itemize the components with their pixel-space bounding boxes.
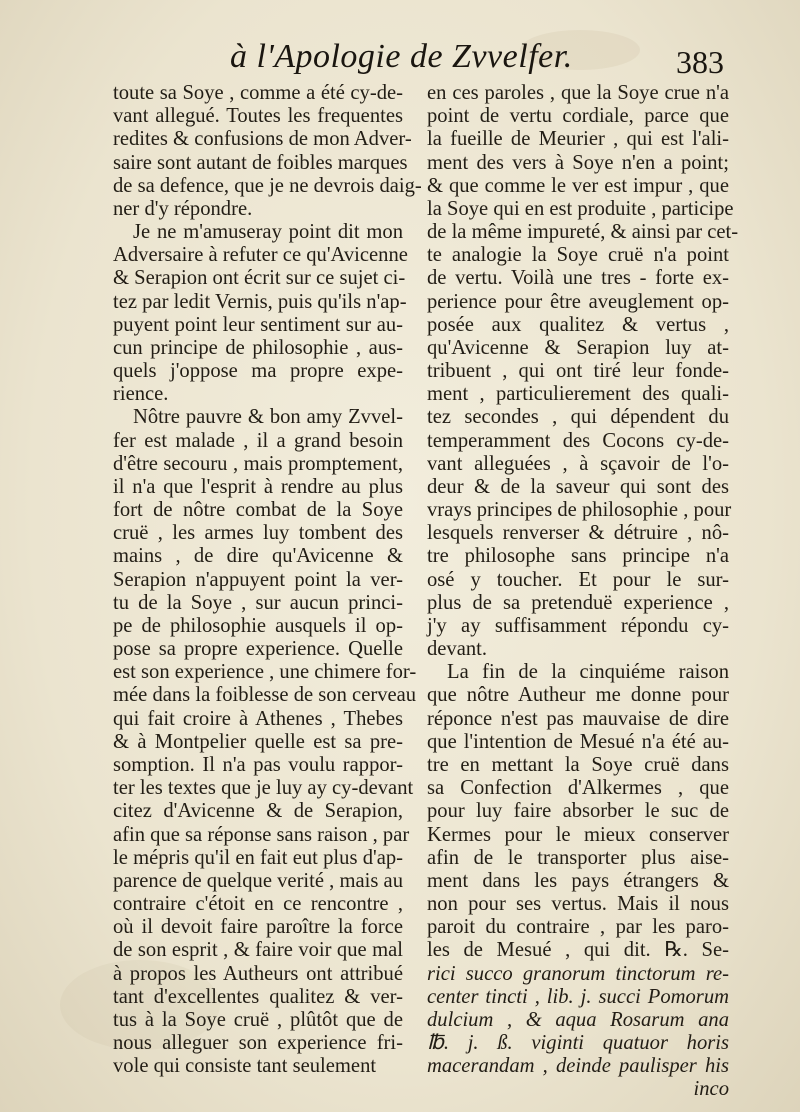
text-line: paroit du contraire , par les paro-	[427, 916, 729, 939]
text-line: nous alleguer son experience fri-	[113, 1032, 403, 1055]
text-line: deur & de la saveur qui sont des	[427, 475, 729, 498]
text-line: tez secondes , qui dépendent du	[427, 406, 729, 429]
text-line: d'être secouru , mais promptement,	[113, 452, 403, 475]
text-line: j'y ay suffisamment répondu cy-	[427, 614, 729, 637]
text-line: ter les textes que je luy ay cy-devant	[113, 777, 414, 800]
text-line: en ces paroles , que la Soye crue n'a	[427, 82, 729, 104]
text-line: il n'a que l'esprit à rendre au plus	[113, 475, 403, 498]
text-line: le mépris qu'il en fait eut plus d'ap-	[113, 846, 403, 869]
text-line: de son esprit , & faire voir que mal	[113, 939, 403, 962]
page-header	[0, 38, 800, 88]
text-line: osé y toucher. Et pour le sur-	[427, 568, 729, 591]
text-line: & Serapion ont écrit sur ce sujet ci-	[113, 267, 406, 290]
text-line: sa Confection d'Alkermes , que	[427, 777, 729, 800]
text-line: réponce n'est pas mauvaise de dire	[427, 707, 729, 730]
text-line: où il devoit faire paroître la force	[113, 916, 403, 939]
text-line: de vertu. Voilà une tres - forte ex-	[427, 267, 729, 290]
text-line: macerandam , deinde paulisper his	[427, 1055, 729, 1078]
text-line: pour luy faire absorber le suc de	[427, 800, 729, 823]
text-line: tre en mettant la Soye cruë dans	[427, 753, 729, 776]
text-line: vant allegué. Toutes les frequentes	[113, 105, 403, 128]
text-line: qui fait croire à Athenes , Thebes	[113, 707, 403, 730]
text-line: tu de la Soye , sur aucun princi-	[113, 591, 403, 614]
text-line: somption. Il n'a pas voulu rappor-	[113, 753, 403, 776]
text-line: non pour ses vertus. Mais il nous	[427, 893, 729, 916]
text-line: de sa defence, que je ne devrois daig-	[113, 174, 422, 197]
text-line: ment dans les pays étrangers &	[427, 869, 729, 892]
text-line: toute sa Soye , comme a été cy-de-	[113, 82, 403, 104]
text-line: qu'Avicenne & Serapion luy at-	[427, 336, 729, 359]
text-line: & à Montpelier quelle est sa pre-	[113, 730, 403, 753]
text-line: ℔. j. ß. viginti quatuor horis	[427, 1032, 729, 1055]
text-line: tant d'excellentes qualitez & ver-	[113, 985, 403, 1008]
text-line: de la même impureté, & ainsi par cet-	[427, 221, 739, 244]
text-line: que l'intention de Mesué n'a été au-	[427, 730, 729, 753]
running-title: à l'Apologie de Zvvelfer.	[230, 38, 573, 75]
text-line: vant alleguées , à sçavoir de l'o-	[427, 452, 729, 475]
text-line: tus à la Soye cruë , plûtôt que de	[113, 1008, 403, 1031]
text-line: Nôtre pauvre & bon amy Zvvel-	[133, 406, 403, 429]
text-line: ment des vers à Soye n'en a point;	[427, 151, 729, 174]
text-line: perience pour être aveuglement op-	[427, 290, 729, 313]
text-line: la fueille de Meurier , qui est l'ali-	[427, 128, 729, 151]
right-text-column	[427, 82, 739, 1102]
text-line: parence de quelque verité , mais au	[113, 869, 403, 892]
catchword: inco	[693, 1078, 729, 1101]
text-line: citez d'Avicenne & de Serapion,	[113, 800, 403, 823]
text-line: ner d'y répondre.	[113, 197, 253, 220]
text-line: cruë , les armes luy tombent des	[113, 522, 403, 545]
text-line: dulcium , & aqua Rosarum ana	[427, 1008, 729, 1031]
text-line: redites & confusions de mon Adver-	[113, 128, 412, 151]
text-line: vole qui consiste tant seulement	[113, 1055, 377, 1078]
text-line: fer est malade , il a grand besoin	[113, 429, 403, 452]
text-line: est son experience , une chimere for-	[113, 661, 417, 684]
text-line: tez par ledit Vernis, puis qu'ils n'ap-	[113, 290, 407, 313]
text-line: pose sa propre experience. Quelle	[113, 638, 403, 661]
text-line: tribuent , qui ont tiré leur fonde-	[427, 360, 729, 383]
text-line: point de vertu cordiale, parce que	[427, 105, 729, 128]
text-line: à propos les Autheurs ont attribué	[113, 962, 403, 985]
text-line: vrays principes de philosophie , pour	[427, 499, 732, 522]
text-line: les de Mesué , qui dit. ℞. Se-	[427, 939, 729, 962]
text-line: rici succo granorum tinctorum re-	[427, 962, 729, 985]
text-line: Serapion n'appuyent point la ver-	[113, 568, 403, 591]
text-line: pe de philosophie ausquels il op-	[113, 614, 403, 637]
text-line: & que comme le ver est impur , que	[427, 174, 729, 197]
text-line: fort de nôtre combat de la Soye	[113, 499, 403, 522]
text-line: Kermes pour le mieux conserver	[427, 823, 729, 846]
text-line: mée dans la foiblesse de son cerveau	[113, 684, 417, 707]
text-line: ment , particulierement des quali-	[427, 383, 729, 406]
text-line: que nôtre Autheur me donne pour	[427, 684, 729, 707]
text-line: La fin de la cinquiéme raison	[447, 661, 729, 684]
text-line: afin de le transporter plus aise-	[427, 846, 729, 869]
text-line: afin que sa réponse sans raison , par	[113, 823, 410, 846]
text-line: Je ne m'amuseray point dit mon	[133, 221, 403, 244]
page-number: 383	[676, 44, 724, 80]
text-line: mains , de dire qu'Avicenne &	[113, 545, 403, 568]
text-line: la Soye qui en est produite , participe	[427, 197, 734, 220]
text-line: quels j'oppose ma propre expe-	[113, 360, 403, 383]
text-line: posée aux qualitez & vertus ,	[427, 313, 729, 336]
text-line: Adversaire à refuter ce qu'Avicenne	[113, 244, 408, 267]
text-line: saire sont autant de foibles marques	[113, 151, 408, 174]
text-line: lesquels renverser & détruire , nô-	[427, 522, 729, 545]
text-line: devant.	[427, 638, 488, 661]
text-line: plus de sa pretenduë experience ,	[427, 591, 729, 614]
text-line: contraire c'étoit en ce rencontre ,	[113, 893, 403, 916]
text-line: rience.	[113, 383, 169, 406]
left-text-column	[113, 82, 422, 1078]
text-line: center tincti , lib. j. succi Pomorum	[427, 985, 729, 1008]
text-line: tre philosophe sans principe n'a	[427, 545, 729, 568]
text-line: puyent point leur sentiment sur au-	[113, 313, 403, 336]
text-line: te analogie la Soye cruë n'a point	[427, 244, 729, 267]
text-line: temperamment des Cocons cy-de-	[427, 429, 729, 452]
text-line: cun principe de philosophie , aus-	[113, 336, 403, 359]
